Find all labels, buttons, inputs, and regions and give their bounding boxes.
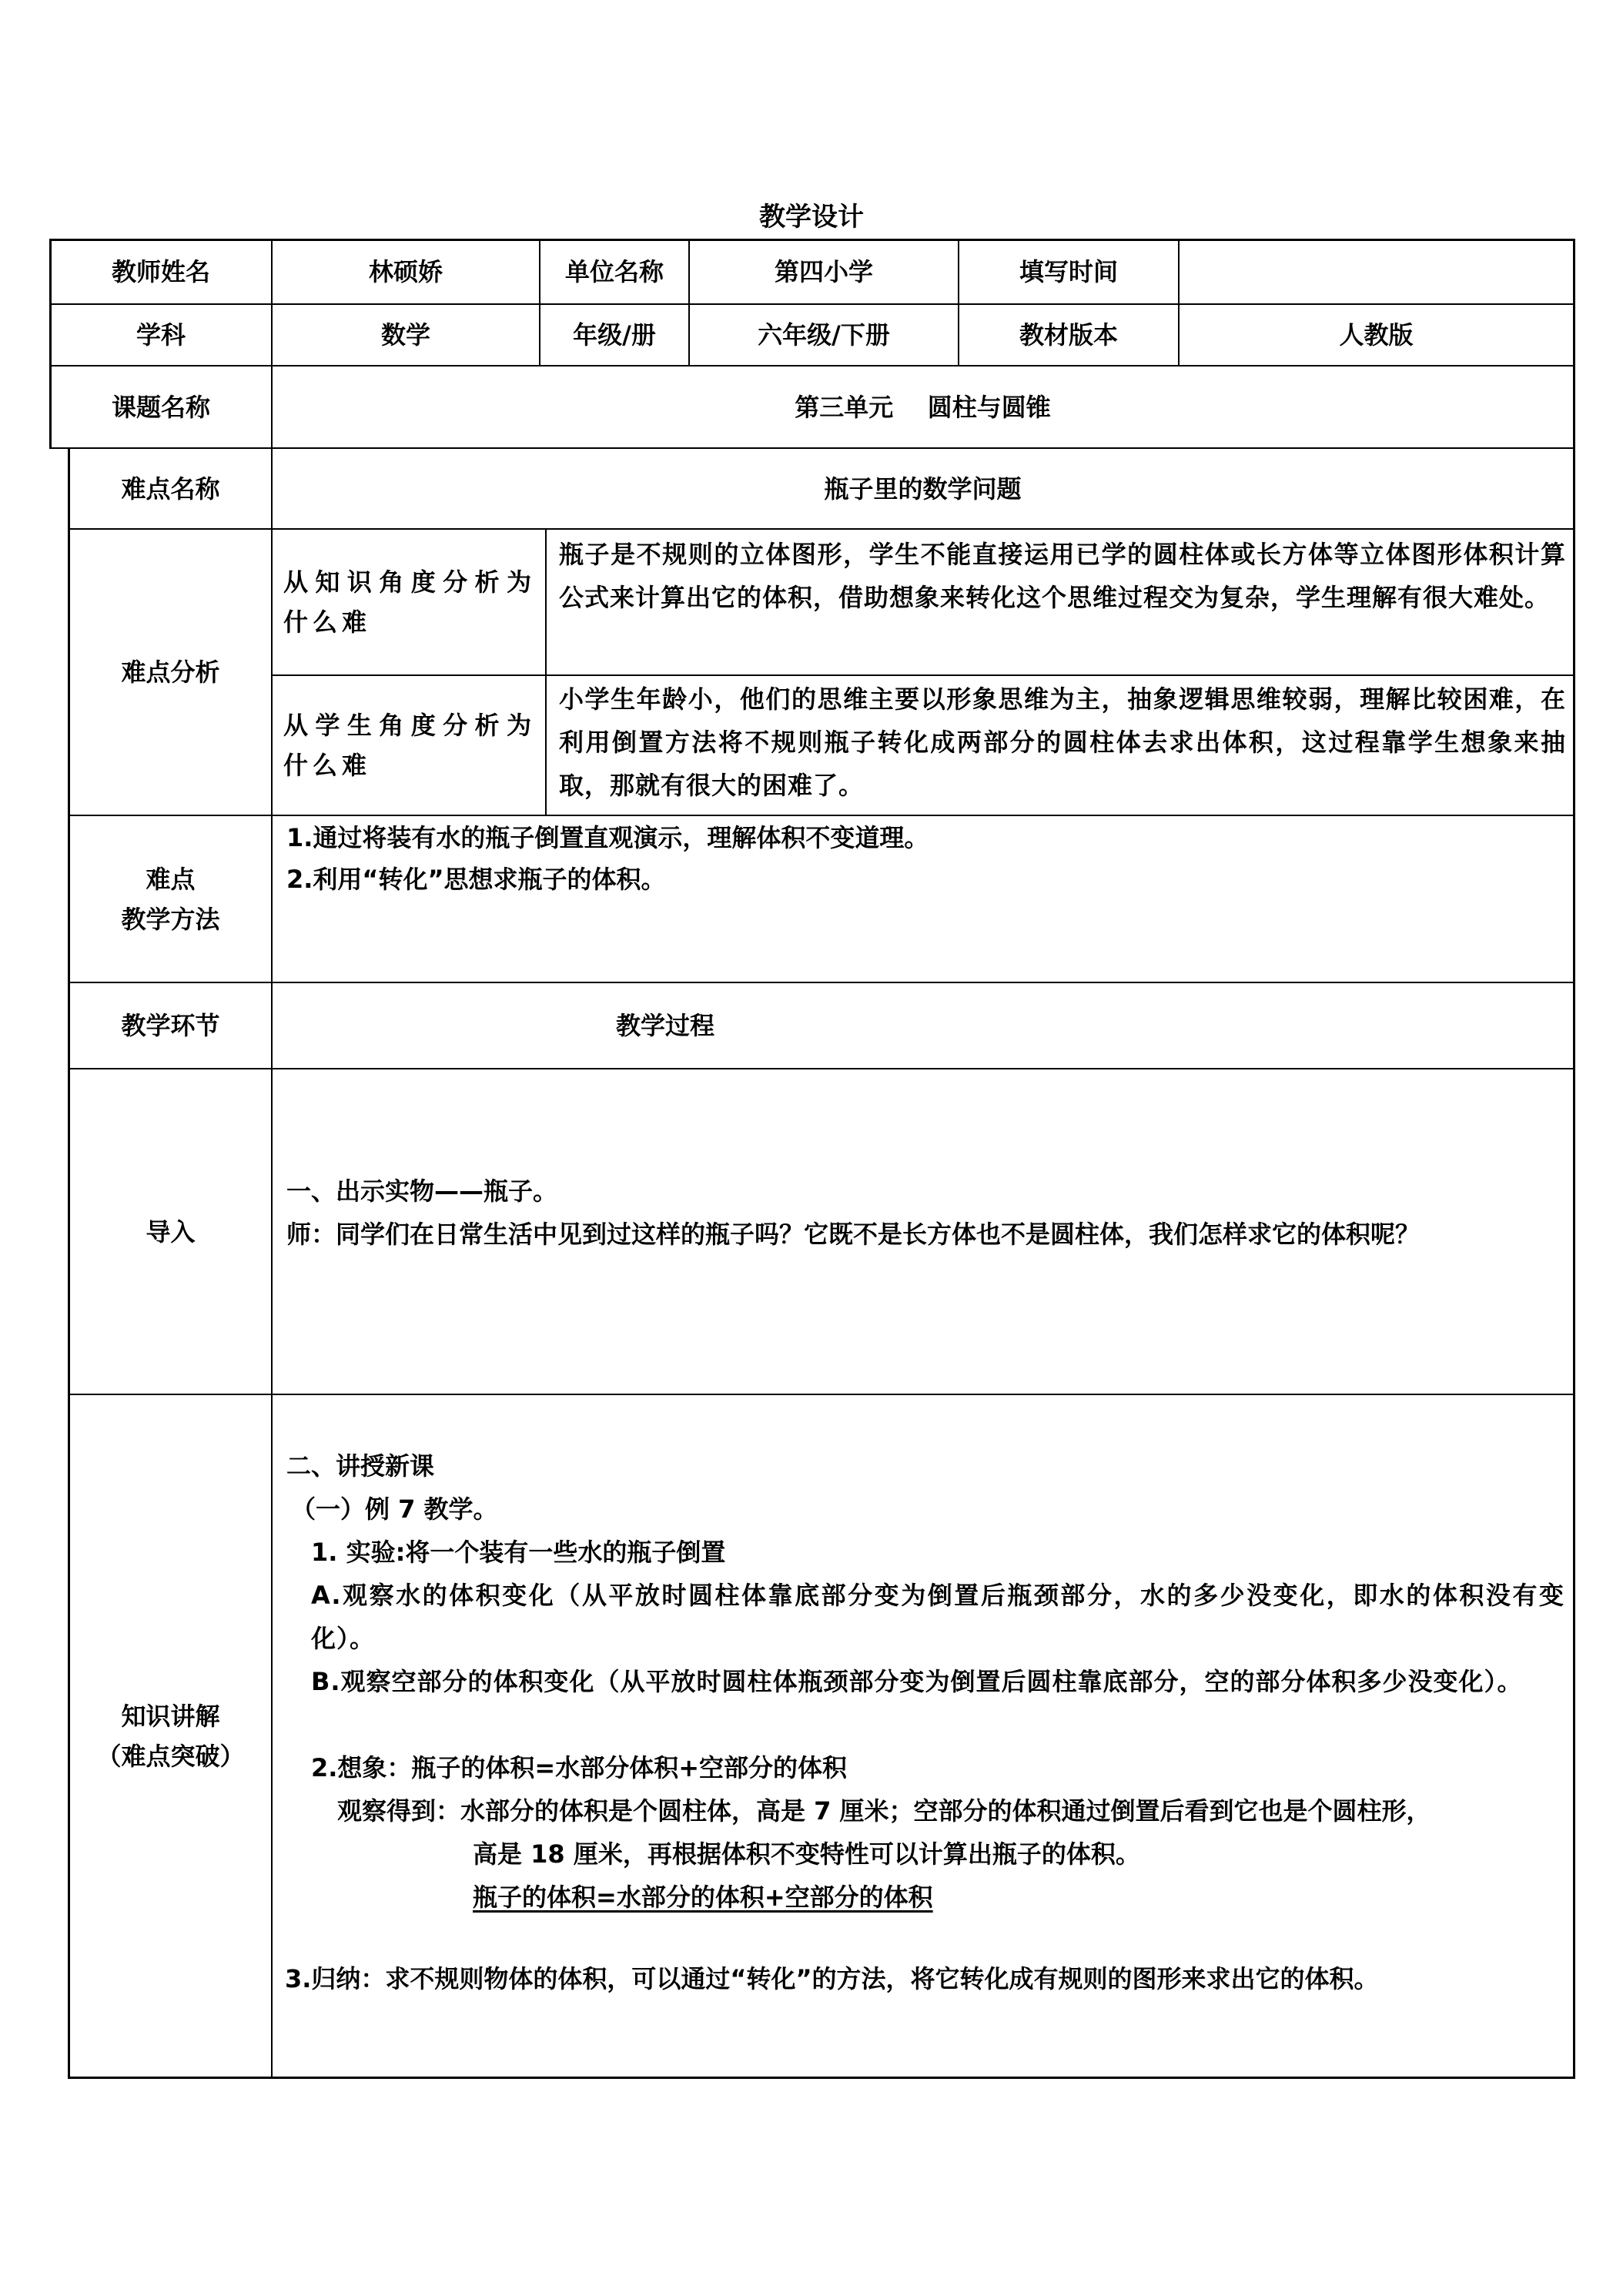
method-label-line2: 教学方法 <box>121 904 220 934</box>
knowledge-line: A.观察水的体积变化（从平放时圆柱体靠底部分变为倒置后瓶颈部分，水的多少没变化，即水的体积没有变化）。 <box>311 1581 1564 1653</box>
stage-header: 教学环节 <box>121 1011 220 1040</box>
table-border <box>68 2077 1575 2079</box>
subject-label: 学科 <box>136 320 186 350</box>
topic-label: 课题名称 <box>111 392 210 422</box>
difficulty-value: 瓶子里的数学问题 <box>824 474 1022 504</box>
formula-line: 瓶子的体积=水部分的体积+空部分的体积 <box>473 1883 933 1912</box>
document-title: 教学设计 <box>759 202 864 233</box>
knowledge-line: 2.想象：瓶子的体积=水部分体积+空部分的体积 <box>311 1753 848 1782</box>
knowledge-line: 3.归纳：求不规则物体的体积，可以通过“转化”的方法，将它转化成有规则的图形来求出它的体积。 <box>285 1964 1379 1993</box>
edition-value: 人教版 <box>1339 320 1414 350</box>
teacher-value: 林硕娇 <box>368 257 443 286</box>
date-value <box>1180 240 1573 303</box>
method-item-1: 1.通过将装有水的瓶子倒置直观演示，理解体积不变道理。 <box>286 823 929 852</box>
analysis-label: 难点分析 <box>121 658 220 687</box>
intro-line-1: 一、出示实物——瓶子。 <box>286 1176 558 1206</box>
intro-label: 导入 <box>146 1217 196 1247</box>
topic-value: 第三单元 圆柱与圆锥 <box>795 392 1051 422</box>
grade-label: 年级/册 <box>573 320 656 350</box>
knowledge-angle-text: 瓶子是不规则的立体图形，学生不能直接运用已学的圆柱体或长方体等立体图形体积计算公式来计算出它的体积，借助想象来转化这个思维过程交为复杂，学生理解有很大难处。 <box>559 540 1566 612</box>
knowledge-line: 高是 18 厘米，再根据体积不变特性可以计算出瓶子的体积。 <box>473 1839 1140 1869</box>
knowledge-line: B.观察空部分的体积变化（从平放时圆柱体瓶颈部分变为倒置后圆柱靠底部分，空的部分体积多少没变化）。 <box>311 1667 1523 1696</box>
table-border <box>545 528 547 816</box>
table-border <box>1573 239 1575 2079</box>
table-border <box>68 1394 1575 1395</box>
method-label <box>70 816 271 982</box>
teacher-label: 教师姓名 <box>111 257 210 286</box>
process-header: 教学过程 <box>615 1011 714 1040</box>
knowledge-angle-label: 从知识角度分析为什么难 <box>283 567 536 637</box>
knowledge-label-line2: （难点突破） <box>96 1741 245 1771</box>
student-angle-label: 从学生角度分析为什么难 <box>283 711 536 780</box>
difficulty-label: 难点名称 <box>121 474 220 504</box>
knowledge-line: （一）例 7 教学。 <box>291 1494 498 1524</box>
intro-line-2: 师：同学们在日常生活中见到过这样的瓶子吗？它既不是长方体也不是圆柱体，我们怎样求它的体积呢？ <box>286 1220 1421 1249</box>
edition-label: 教材版本 <box>1019 320 1118 350</box>
table-border <box>68 1068 1575 1069</box>
method-item-2: 2.利用“转化”思想求瓶子的体积。 <box>286 865 666 894</box>
knowledge-line: 观察得到：水部分的体积是个圆柱体，高是 7 厘米；空部分的体积通过倒置后看到它也是个圆柱形， <box>337 1796 1431 1826</box>
knowledge-label <box>70 1395 271 2077</box>
grade-value: 六年级/下册 <box>758 320 890 350</box>
method-label-line1: 难点 <box>146 864 196 894</box>
knowledge-line: 1. 实验:将一个装有一些水的瓶子倒置 <box>311 1538 726 1567</box>
knowledge-line: 二、讲授新课 <box>286 1451 435 1481</box>
table-border <box>68 815 1575 816</box>
student-angle-text: 小学生年龄小，他们的思维主要以形象思维为主，抽象逻辑思维较弱，理解比较困难，在利用倒置方法将不规则瓶子转化成两部分的圆柱体去求出体积，这过程靠学生想象来抽取，那就有很大的困难了。 <box>559 684 1566 800</box>
unit-value: 第四小学 <box>774 257 873 286</box>
date-label: 填写时间 <box>1019 257 1118 286</box>
subject-value: 数学 <box>380 320 430 350</box>
unit-label: 单位名称 <box>564 257 664 286</box>
knowledge-label-line1: 知识讲解 <box>121 1701 220 1731</box>
